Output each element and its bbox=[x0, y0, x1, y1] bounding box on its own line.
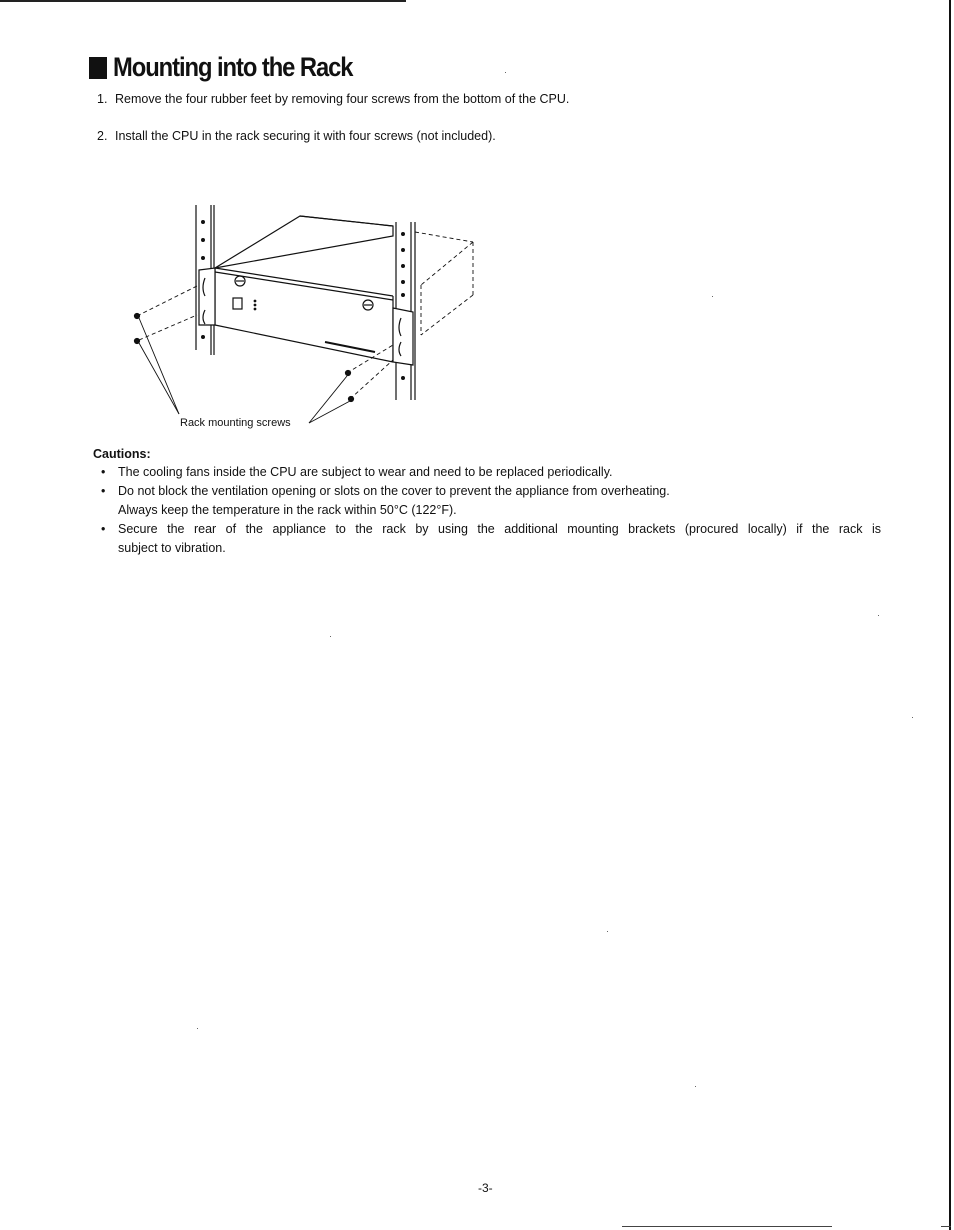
rack-enclosure-dashed bbox=[415, 232, 473, 335]
page-title: Mounting into the Rack bbox=[113, 51, 353, 82]
rack-mounting-illustration bbox=[125, 200, 485, 440]
scan-speck bbox=[912, 717, 913, 718]
bottom-border-line-right bbox=[941, 1226, 951, 1227]
bullet-icon: • bbox=[101, 522, 106, 536]
instruction-step-1 bbox=[97, 92, 569, 106]
bullet-icon: • bbox=[101, 465, 106, 479]
cautions-list bbox=[101, 463, 881, 558]
caution-text: Secure the rear of the appliance to the rack by using the additional mounting brackets (procured locally) if the rack is bbox=[118, 522, 881, 536]
top-border-line bbox=[0, 0, 406, 2]
cpu-unit bbox=[199, 216, 413, 365]
scan-speck bbox=[505, 72, 506, 73]
caution-item-3 bbox=[101, 520, 881, 558]
scan-speck bbox=[712, 296, 713, 297]
right-page-edge bbox=[949, 0, 951, 1230]
cautions-heading: Cautions: bbox=[93, 447, 151, 461]
left-screws bbox=[135, 286, 198, 344]
step-number: 2. bbox=[97, 129, 108, 143]
rack-diagram bbox=[125, 200, 485, 440]
caution-item-1 bbox=[101, 463, 881, 482]
page-number: -3- bbox=[478, 1181, 493, 1195]
step-text: Install the CPU in the rack securing it with four screws (not included). bbox=[115, 129, 496, 143]
scan-speck bbox=[197, 1028, 198, 1029]
step-number: 1. bbox=[97, 92, 108, 106]
caution-text-line2: Always keep the temperature in the rack within 50°C (122°F). bbox=[118, 503, 457, 517]
scan-speck bbox=[330, 636, 331, 637]
scan-speck bbox=[695, 1086, 696, 1087]
section-heading bbox=[89, 50, 385, 84]
caution-text-line2: subject to vibration. bbox=[118, 541, 226, 555]
caution-text: Do not block the ventilation opening or slots on the cover to prevent the appliance from overheating. bbox=[118, 484, 670, 498]
scan-speck bbox=[878, 615, 879, 616]
caution-text: The cooling fans inside the CPU are subject to wear and need to be replaced periodically. bbox=[118, 465, 613, 479]
step-text: Remove the four rubber feet by removing four screws from the bottom of the CPU. bbox=[115, 92, 570, 106]
caution-item-2 bbox=[101, 482, 881, 520]
instruction-step-2 bbox=[97, 129, 496, 143]
bullet-icon: • bbox=[101, 484, 106, 498]
figure-caption: Rack mounting screws bbox=[180, 417, 291, 429]
bottom-border-line bbox=[622, 1226, 832, 1227]
scan-speck bbox=[607, 931, 608, 932]
heading-square-icon bbox=[89, 57, 107, 79]
caption-leader-lines bbox=[139, 318, 350, 423]
